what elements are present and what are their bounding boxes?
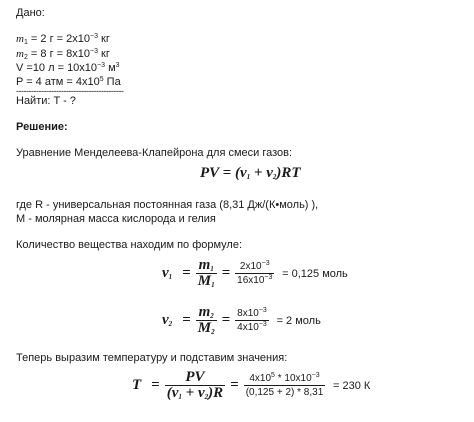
where-line-1: где R - универсальная постоянная газа (8,31 Дж/(К•моль) ), (16, 199, 319, 211)
nu2-equation: $\nu_2$ = $\frac{m_2}{M_2}$ = $\frac{8x10^{-3}}{4x10^{-3}}$ = 2 моль (162, 304, 321, 336)
nu1-equation: $\nu_1$ = $\frac{m_1}{M_1}$ = $\frac{2x10^{-3}}{16x10^{-3}}$ = 0,125 моль (162, 257, 348, 289)
given-m1: $m_1 = 2$ $г = 2x10^{-3}$ кг (16, 33, 110, 46)
temperature-equation: T = $\frac{PV}{(\nu_1 + \nu_2)R}$ = $\frac{4x10^5 * 10x10^{-3}}{(0,125 + 2) * 8,31}$ = 230 К (132, 369, 371, 401)
given-divider: ------------------------------------------- (16, 86, 124, 96)
given-title: Дано: (16, 7, 45, 19)
where-line-2: M - молярная масса кислорода и гелия (16, 213, 216, 225)
find-line: Найти: T - ? (16, 95, 76, 107)
temperature-intro: Теперь выразим температуру и подставим значения: (16, 352, 288, 364)
main-equation: PV = $(\nu_1 + \nu_2)RT$ (200, 165, 301, 181)
given-p: P = 4 атм = $4x10^5$ Па (16, 76, 121, 88)
amount-intro: Количество вещества находим по формуле: (16, 239, 243, 251)
equation-intro: Уравнение Менделеева-Клапейрона для смеси газов: (16, 147, 293, 159)
solution-title: Решение: (16, 121, 68, 133)
given-v: V =10 $л = 10x10^{-3}$ $м^3$ (16, 62, 120, 74)
given-m2: $m_2 = 8$ $г = 8x10^{-3}$ кг (16, 48, 110, 61)
